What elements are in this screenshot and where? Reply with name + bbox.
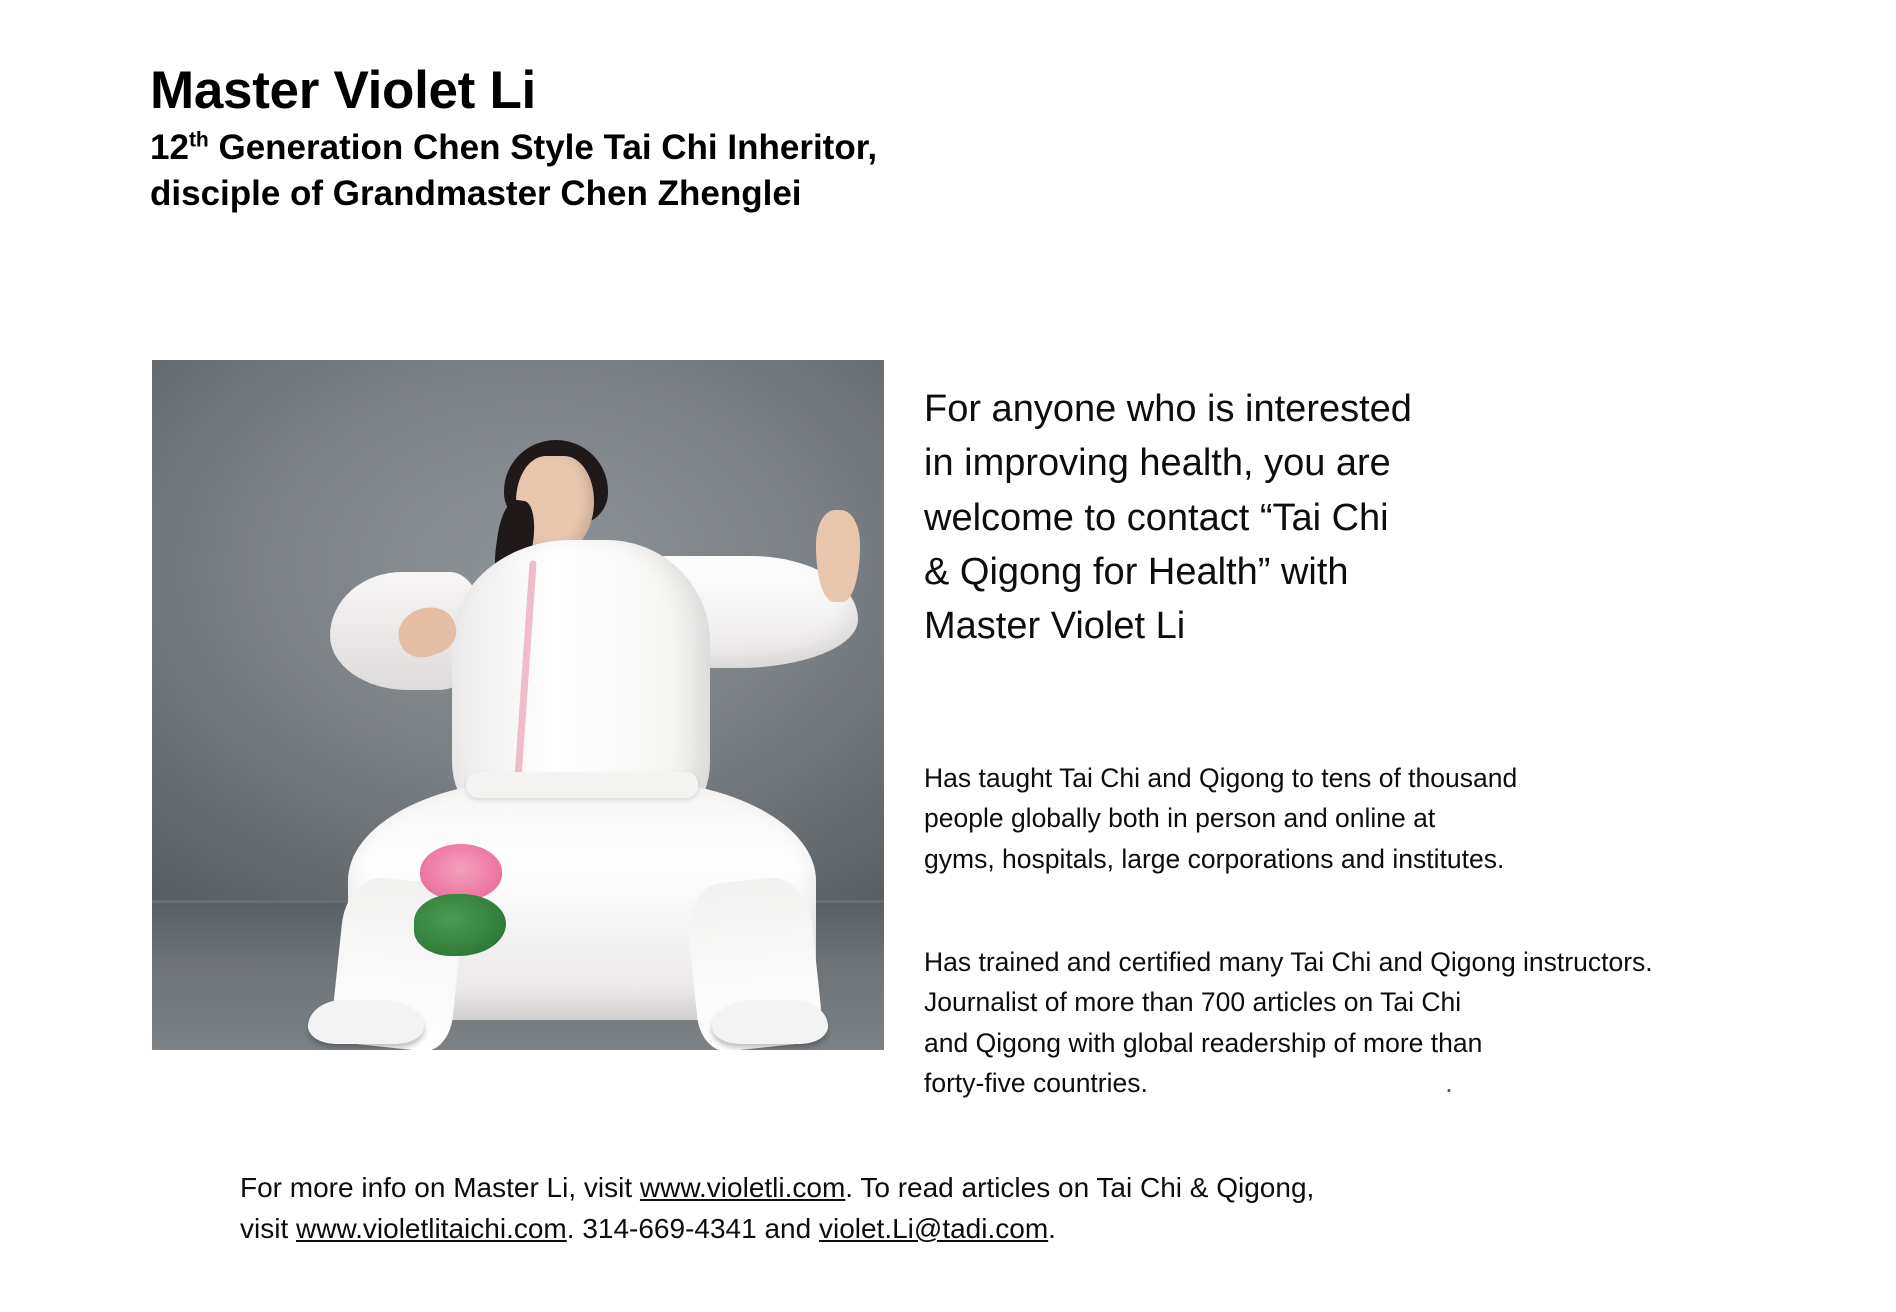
- bio2-line-4: [924, 1063, 1744, 1103]
- lead-line-3: welcome to contact “Tai Chi: [924, 496, 1389, 539]
- footer-line-2-and: and: [756, 1212, 819, 1244]
- bio2-line-2: Journalist of more than 700 articles on Tai Chi: [924, 987, 1462, 1018]
- portrait-photo: [152, 360, 884, 1050]
- bio1-line-1: Has taught Tai Chi and Qigong to tens of thousand: [924, 763, 1518, 793]
- lead-line-4: & Qigong for Health” with: [924, 550, 1349, 593]
- footer-line-2-prefix: visit: [240, 1212, 296, 1244]
- heading-block: [150, 62, 1350, 216]
- figure-sash: [466, 772, 698, 798]
- figure-left-shoe: [308, 1000, 424, 1044]
- lead-line-1: For anyone who is interested: [924, 388, 1412, 430]
- page-title: Master Violet Li: [150, 61, 536, 120]
- footer-contact: [240, 1168, 1740, 1250]
- bio2-line-3: and Qigong with global readership of more than: [924, 1027, 1483, 1058]
- footer-line-1: [240, 1168, 1740, 1209]
- bio-paragraph-1: [924, 758, 1724, 879]
- figure-right-hand: [816, 510, 860, 602]
- footer-line-2-end: .: [1048, 1212, 1056, 1244]
- email-link[interactable]: violet.Li@tadi.com: [818, 1212, 1049, 1244]
- bio-paragraph-2: [924, 942, 1744, 1103]
- lotus-flower-embroidery: [420, 844, 502, 900]
- lead-line-2: in improving health, you are: [924, 442, 1391, 485]
- bio2-line-4-text: forty-five countries.: [924, 1067, 1148, 1098]
- lead-line-5: Master Violet Li: [924, 605, 1186, 648]
- generation-number: 12: [150, 128, 189, 168]
- generation-ordinal-suffix: th: [188, 128, 209, 152]
- subtitle-line-1: [150, 125, 1350, 171]
- figure-right-shoe: [712, 1000, 828, 1044]
- footer-line-1-prefix: For more info on Master Li, visit: [240, 1172, 640, 1203]
- subtitle-line-2: disciple of Grandmaster Chen Zhenglei: [150, 173, 802, 213]
- generation-text: Generation Chen Style Tai Chi Inheritor,: [208, 128, 878, 168]
- phone-number[interactable]: 314-669-4341: [582, 1212, 757, 1244]
- bio1-line-3: gyms, hospitals, large corporations and institutes.: [924, 843, 1505, 874]
- bio1-line-2: people globally both in person and online at: [924, 803, 1436, 834]
- footer-line-2: [240, 1209, 1740, 1250]
- footer-line-1-suffix: . To read articles on Tai Chi & Qigong,: [845, 1172, 1315, 1203]
- lead-paragraph: [924, 382, 1664, 654]
- website-violetli-link[interactable]: www.violetli.com: [639, 1172, 846, 1203]
- bio2-line-1: Has trained and certified many Tai Chi and Qigong instructors.: [924, 947, 1653, 977]
- website-violetlitaichi-link[interactable]: www.violetlitaichi.com: [296, 1212, 567, 1244]
- stray-period-mark: .: [1445, 1067, 1453, 1098]
- footer-line-2-sep: .: [566, 1212, 583, 1244]
